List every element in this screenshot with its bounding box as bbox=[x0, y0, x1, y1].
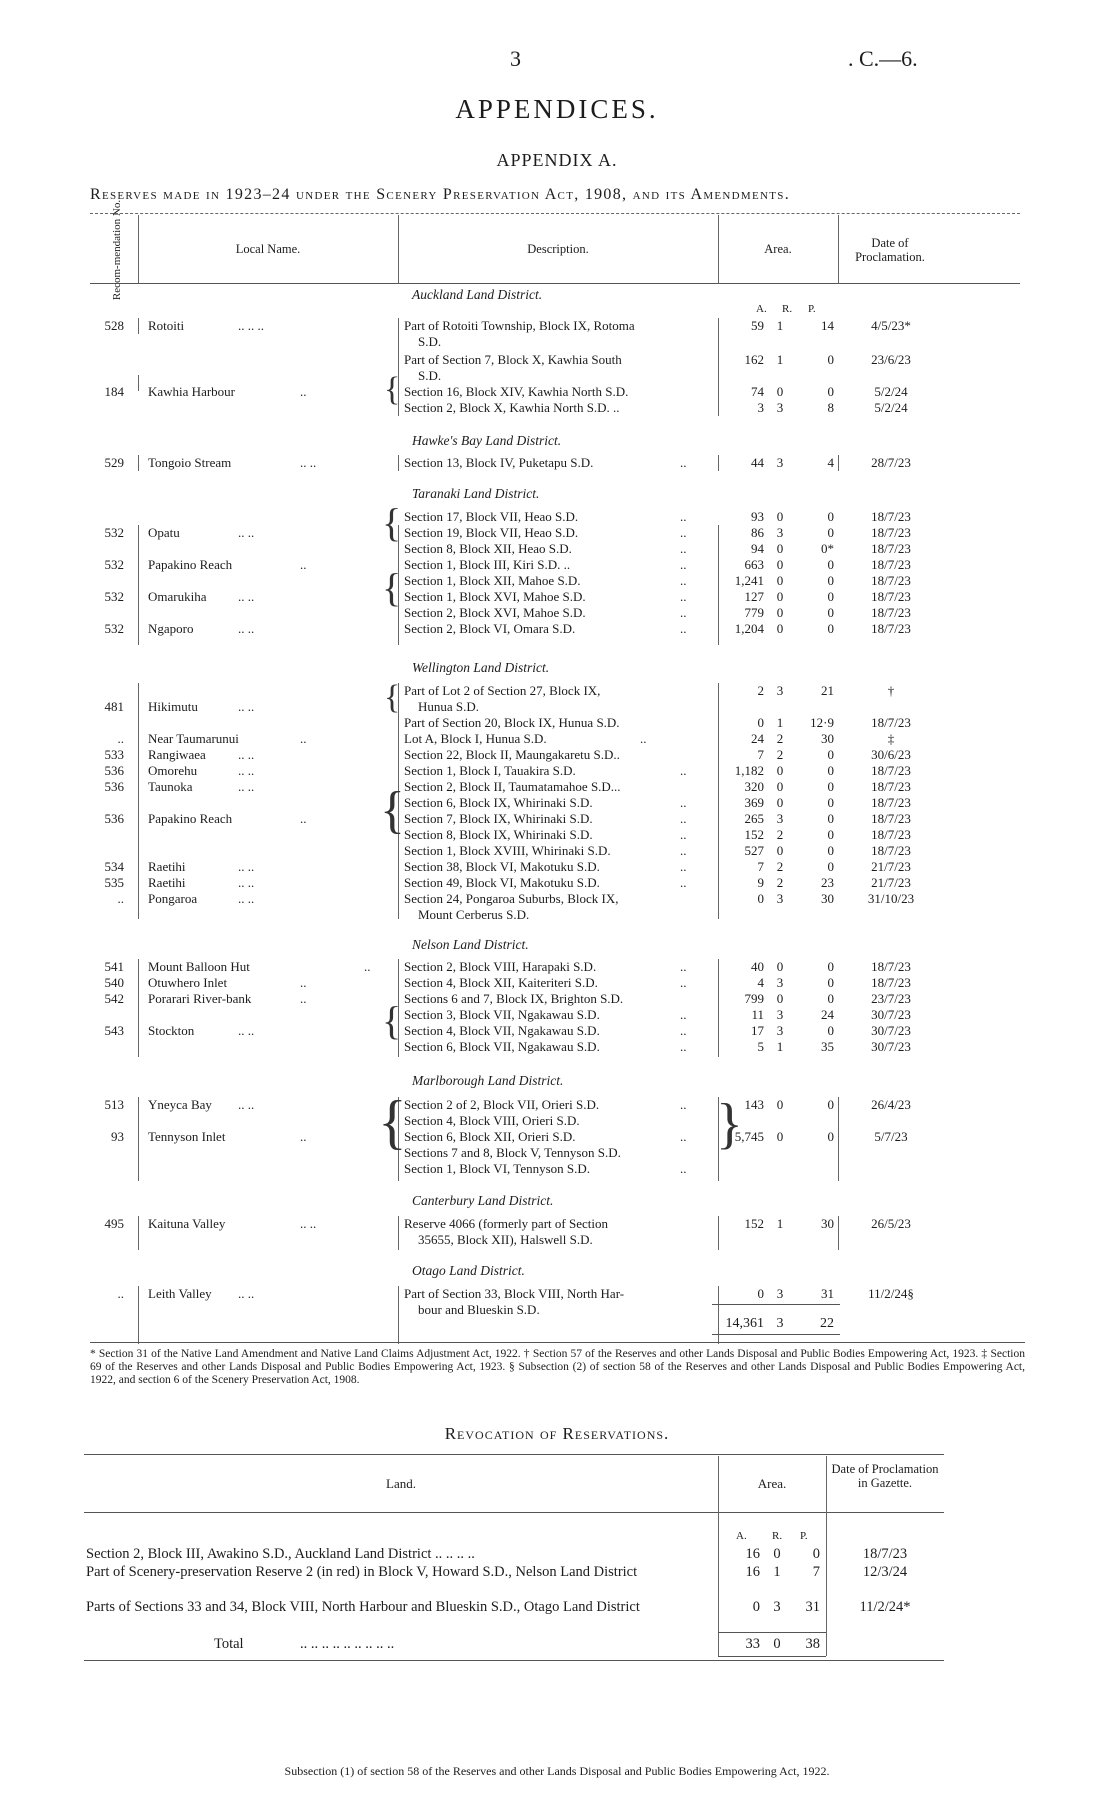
total-rule bbox=[718, 1656, 826, 1657]
table-row: 513 Yneyca Bay .. .. Section 2 of 2, Block VII, Orieri S.D. .. 143 0 0 26/4/23 bbox=[104, 1097, 911, 1112]
table-header-rule bbox=[90, 283, 1020, 284]
group-brace: { bbox=[384, 371, 401, 408]
area-unit-roods: R. bbox=[772, 1530, 783, 1542]
table-row: 533 Rangiwaea .. .. Section 22, Block II, Maungakaretu S.D.. 7 2 0 30/6/23 bbox=[104, 747, 911, 762]
table-top-rule bbox=[90, 213, 1020, 214]
table-row: 536 Omorehu .. .. Section 1, Block I, Tauakira S.D. .. 1,182 0 0 18/7/23 bbox=[104, 763, 911, 778]
table-row: Section 2, Block XVI, Mahoe S.D. .. 779 0 0 18/7/23 bbox=[404, 605, 911, 620]
page-title: APPENDICES. bbox=[455, 94, 659, 124]
table-row: bour and Blueskin S.D. bbox=[418, 1302, 540, 1317]
table-row: 495 Kaituna Valley .. .. Reserve 4066 (formerly part of Section 152 1 30 26/5/23 bbox=[104, 1216, 911, 1231]
group-brace: { bbox=[382, 500, 402, 545]
table-row: S.D. bbox=[418, 368, 442, 383]
district-heading: Otago Land District. bbox=[412, 1263, 525, 1278]
table-row: Section 3, Block VII, Ngakawau S.D. .. 11 3 24 30/7/23 bbox=[404, 1007, 911, 1022]
group-brace: { bbox=[378, 1089, 407, 1155]
table-row: Section 2, Block X, Kawhia North S.D. .. 3 3 8 5/2/24 bbox=[404, 400, 908, 415]
table-row: 532 Papakino Reach .. Section 1, Block III, Kiri S.D. .. .. 663 0 0 18/7/23 bbox=[104, 557, 911, 572]
table-row: 536 Taunoka .. .. Section 2, Block II, Taumatamahoe S.D... 320 0 0 18/7/23 bbox=[104, 779, 911, 794]
footnote: * Section 31 of the Native Land Amendment and Native Land Claims Adjustment Act, 1922. † Section 57 of the Reserves and other Lands Disposal and Public Bodies Empowering Act, 1923. ‡ Section 69 of the Reserves and other Lands Disposal and Public Bodies Empowering Act, 1923. § Subsection (2) of section 58 of the Reserves and other Lands Disposal and Public Bodies Empowering Act, 1922, and section 6 of the Scenery Preservation Act, 1908. bbox=[90, 1348, 1025, 1386]
header-date: Date of Proclamation. bbox=[855, 236, 925, 264]
table-caption: Reserves made in 1923–24 under the Scenery Preservation Act, 1908, and its Amendments. bbox=[90, 186, 790, 203]
total-rule bbox=[712, 1334, 840, 1335]
col-divider bbox=[398, 215, 399, 283]
table-row: Part of Section 7, Block X, Kawhia South 162 1 0 23/6/23 bbox=[404, 352, 911, 367]
table-row: Part of Lot 2 of Section 27, Block IX, 2 3 21 † bbox=[404, 683, 895, 698]
table-row: Section 8, Block XII, Heao S.D. .. 94 0 0* 18/7/23 bbox=[404, 541, 911, 556]
table-row: S.D. bbox=[418, 334, 442, 349]
table-row: 532 Ngaporo .. .. Section 2, Block VI, Omara S.D. .. 1,204 0 0 18/7/23 bbox=[104, 621, 911, 636]
table-row: Part of Section 20, Block IX, Hunua S.D. 0 1 12·9 18/7/23 bbox=[404, 715, 911, 730]
col-divider bbox=[826, 1456, 827, 1656]
table-row: .. Near Taumarunui .. Lot A, Block I, Hunua S.D. .. 24 2 30 ‡ bbox=[117, 731, 895, 746]
appendix-title: APPENDIX A. bbox=[496, 150, 618, 170]
table-row: .. Pongaroa .. .. Section 24, Pongaroa Suburbs, Block IX, 0 3 30 31/10/23 bbox=[117, 891, 915, 906]
table-row: 93 Tennyson Inlet .. Section 6, Block XII, Orieri S.D. .. 5,745 0 0 5/7/23 bbox=[111, 1129, 908, 1144]
table-row: 532 Omarukiha .. .. Section 1, Block XVI, Mahoe S.D. .. 127 0 0 18/7/23 bbox=[104, 589, 911, 604]
area-unit-perches: P. bbox=[800, 1530, 808, 1542]
table-row: 542 Porarari River-bank .. Sections 6 and 7, Block IX, Brighton S.D. 799 0 0 23/7/23 bbox=[104, 991, 911, 1006]
table-row: Section 1, Block VI, Tennyson S.D. .. bbox=[404, 1161, 687, 1176]
district-heading: Auckland Land District. bbox=[412, 287, 543, 302]
table-row: 528 Rotoiti .. .. .. Part of Rotoiti Township, Block IX, Rotoma 59 1 14 4/5/23* bbox=[104, 318, 911, 333]
table-row: Section 4, Block VIII, Orieri S.D. bbox=[404, 1113, 580, 1128]
table-row: 481 Hikimutu .. .. Hunua S.D. bbox=[104, 699, 480, 714]
table-row: Section 17, Block VII, Heao S.D. .. 93 0 0 18/7/23 bbox=[404, 509, 911, 524]
revocation-header-date: Date of Proclamation in Gazette. bbox=[831, 1462, 939, 1490]
header-description: Description. bbox=[527, 242, 589, 256]
grand-total-row: 14,361 3 22 bbox=[725, 1316, 834, 1331]
table-row: Section 8, Block IX, Whirinaki S.D. .. 152 2 0 18/7/23 bbox=[404, 827, 911, 842]
table-row: 529 Tongoio Stream .. .. Section 13, Block IV, Puketapu S.D. .. 44 3 4 28/7/23 bbox=[104, 455, 911, 470]
district-heading: Canterbury Land District. bbox=[412, 1193, 554, 1208]
revocation-footnote: Subsection (1) of section 58 of the Reserves and other Lands Disposal and Public Bodies Empowering Act, 1922. bbox=[284, 1764, 830, 1778]
table-row: 540 Otuwhero Inlet .. Section 4, Block XII, Kaiteriteri S.D. .. 4 3 0 18/7/23 bbox=[104, 975, 911, 990]
revocation-header-area: Area. bbox=[757, 1476, 787, 1491]
footnote-rule bbox=[90, 1342, 1025, 1343]
group-brace: { bbox=[384, 679, 401, 716]
group-brace: { bbox=[382, 565, 402, 610]
group-brace: { bbox=[380, 782, 405, 839]
col-divider bbox=[718, 215, 719, 283]
group-brace: } bbox=[716, 1093, 743, 1155]
table-row: Section 1, Block XII, Mahoe S.D. .. 1,241 0 0 18/7/23 bbox=[404, 573, 911, 588]
revocation-header-rule bbox=[84, 1512, 944, 1513]
table-row: Sections 7 and 8, Block V, Tennyson S.D. bbox=[404, 1145, 621, 1160]
revocation-top-rule bbox=[84, 1454, 944, 1455]
district-heading: Marlborough Land District. bbox=[412, 1073, 564, 1088]
table-row: Section 6, Block IX, Whirinaki S.D. .. 369 0 0 18/7/23 bbox=[404, 795, 911, 810]
col-divider bbox=[838, 215, 839, 283]
district-heading: Hawke's Bay Land District. bbox=[412, 433, 562, 448]
revocation-bottom-rule bbox=[84, 1660, 944, 1661]
area-unit-acres: A. bbox=[756, 303, 767, 315]
table-row: 535 Raetihi .. .. Section 49, Block VI, Makotuku S.D. .. 9 2 23 21/7/23 bbox=[104, 875, 911, 890]
table-row: 35655, Block XII), Halswell S.D. bbox=[418, 1232, 593, 1247]
revocation-title: Revocation of Reservations. bbox=[444, 1424, 670, 1443]
page-number: 3 bbox=[510, 46, 521, 71]
table-row: 536 Papakino Reach .. Section 7, Block IX, Whirinaki S.D. .. 265 3 0 18/7/23 bbox=[104, 811, 911, 826]
header-recommendation-no: Recom-mendation No. bbox=[111, 199, 123, 301]
table-row: 541 Mount Balloon Hut .. Section 2, Block VIII, Harapaki S.D. .. 40 0 0 18/7/23 bbox=[104, 959, 911, 974]
header-area: Area. bbox=[764, 242, 792, 256]
district-heading: Taranaki Land District. bbox=[412, 486, 540, 501]
document-code: . C.—6. bbox=[848, 46, 918, 71]
table-row: 184 Kawhia Harbour .. Section 16, Block XIV, Kawhia North S.D. 74 0 0 5/2/24 bbox=[104, 384, 908, 399]
area-unit-acres: A. bbox=[736, 1530, 747, 1542]
table-row: Mount Cerberus S.D. bbox=[418, 907, 530, 922]
table-row: .. Leith Valley .. .. Part of Section 33, Block VIII, North Har- 0 3 31 11/2/24§ bbox=[117, 1286, 914, 1301]
table-row: Section 6, Block VII, Ngakawau S.D. .. 5 1 35 30/7/23 bbox=[404, 1039, 911, 1054]
header-local-name: Local Name. bbox=[235, 242, 301, 256]
area-unit-roods: R. bbox=[782, 303, 793, 315]
group-brace: { bbox=[382, 998, 402, 1043]
area-unit-perches: P. bbox=[808, 303, 816, 315]
revocation-header-land: Land. bbox=[386, 1476, 416, 1491]
table-row: 543 Stockton .. .. Section 4, Block VII, Ngakawau S.D. .. 17 3 0 30/7/23 bbox=[104, 1023, 911, 1038]
table-row: Section 1, Block XVIII, Whirinaki S.D. .. 527 0 0 18/7/23 bbox=[404, 843, 911, 858]
total-rule bbox=[718, 1632, 826, 1633]
table-row: 534 Raetihi .. .. Section 38, Block VI, Makotuku S.D. .. 7 2 0 21/7/23 bbox=[104, 859, 911, 874]
table-row: 532 Opatu .. .. Section 19, Block VII, Heao S.D. .. 86 3 0 18/7/23 bbox=[104, 525, 911, 540]
district-heading: Wellington Land District. bbox=[412, 660, 550, 675]
district-heading: Nelson Land District. bbox=[412, 937, 529, 952]
